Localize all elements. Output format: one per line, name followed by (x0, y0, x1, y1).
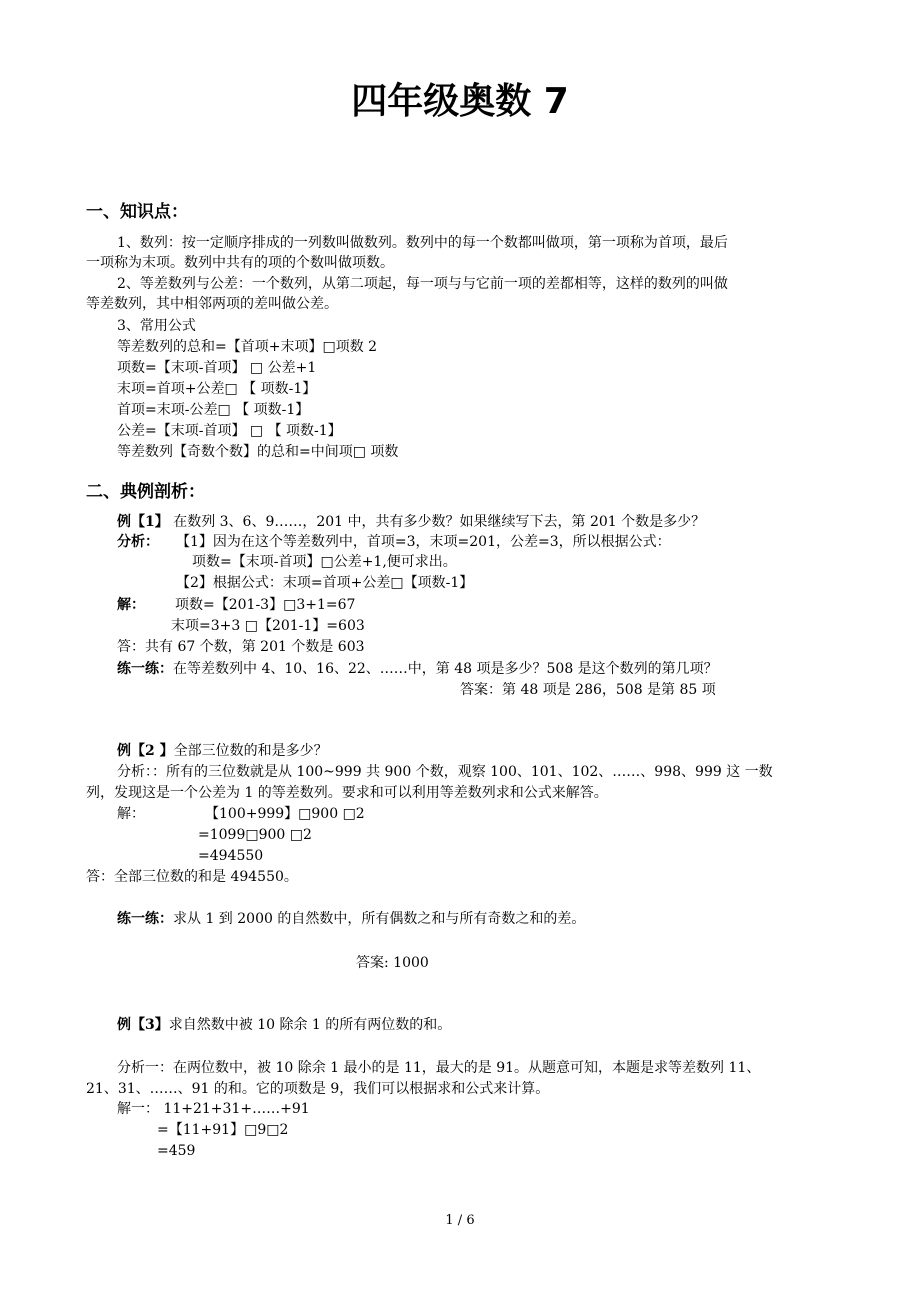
formula-sum: 等差数列的总和=【首项+末项】□项数 2 (117, 339, 378, 355)
example-1-practice (117, 659, 718, 679)
example-2-question (117, 741, 328, 761)
example-3-solution-1: 解一： 11+21+31+……+91 (117, 1101, 310, 1117)
page-title: 四年级奥数 7 (351, 81, 569, 122)
example-2-analysis-line2: 列，发现这是一个公差为 1 的等差数列。要求和可以利用等差数列求和公式来解答。 (86, 785, 608, 801)
example-1-solution-label: 解： (117, 597, 145, 613)
example-2-solution-2: =1099□900 □2 (198, 827, 312, 843)
example-2-analysis-line1: 分析：：所有的三位数就是从 100~999 共 900 个数，观察 100、101、102、……、998、999 这 一数 (117, 764, 773, 780)
section-heading-examples: 二、典例剖析： (86, 482, 205, 502)
practice-text: 求从 1 到 2000 的自然数中，所有偶数之和与所有奇数之和的差。 (173, 911, 586, 927)
example-1-analysis-label: 分析： (117, 534, 159, 550)
knowledge-p2-line2: 等差数列，其中相邻两项的差叫做公差。 (86, 296, 338, 312)
formula-diff: 公差=【末项-首项】 □ 【 项数-1】 (117, 423, 342, 439)
section-heading-knowledge: 一、知识点： (86, 202, 188, 222)
example-3-analysis-line2: 21、31、……、91 的和。它的项数是 9，我们可以根据求和公式来计算。 (86, 1081, 550, 1097)
example-1-question (117, 512, 705, 532)
knowledge-p2-line1: 2、等差数列与公差：一个数列，从第二项起，每一项与与它前一项的差都相等，这样的数列的叫做 (117, 276, 728, 292)
example-3-label: 例【3】 (117, 1017, 169, 1033)
practice-label: 练一练： (117, 911, 173, 927)
example-2-practice-answer: 答案: 1000 (356, 955, 429, 971)
example-1-label: 例【1】 (117, 514, 169, 530)
example-2-answer: 答：全部三位数的和是 494550。 (86, 869, 298, 885)
formula-count: 项数=【末项-首项】 □ 公差+1 (117, 360, 317, 376)
example-3-analysis-line1: 分析一：在两位数中，被 10 除余 1 最小的是 11，最大的是 91。从题意可知，本题是求等差数列 11、 (117, 1060, 761, 1076)
knowledge-p3: 3、常用公式 (117, 318, 196, 334)
example-1-practice-answer: 答案：第 48 项是 286，508 是第 85 项 (460, 682, 716, 698)
example-1-answer: 答：共有 67 个数，第 201 个数是 603 (117, 639, 365, 655)
example-3-solution-2: =【11+91】□9□2 (157, 1122, 289, 1138)
example-2-solution-label: 解： (117, 806, 145, 822)
formula-odd-sum: 等差数列【奇数个数】的总和=中间项□ 项数 (117, 444, 399, 460)
example-1-text: 在数列 3、6、9……，201 中，共有多少数？如果继续写下去，第 201 个数是多少？ (168, 514, 706, 530)
knowledge-p1-line2: 一项称为末项。数列中共有的项的个数叫做项数。 (86, 255, 394, 271)
knowledge-p1-line1: 1、数列：按一定顺序排成的一列数叫做数列。数列中的每一个数都叫做项，第一项称为首项，最后 (117, 235, 728, 251)
example-3-solution-3: =459 (157, 1143, 196, 1159)
example-1-analysis-2: 项数=【末项-首项】□公差+1,便可求出。 (192, 554, 457, 570)
example-1-analysis-1: 【1】因为在这个等差数列中，首项=3，末项=201，公差=3，所以根据公式： (176, 534, 671, 550)
example-3-question (117, 1015, 451, 1035)
practice-label: 练一练： (117, 661, 173, 677)
practice-text: 在等差数列中 4、10、16、22、……中，第 48 项是多少？508 是这个数列的第几项？ (173, 661, 718, 677)
example-2-text: 全部三位数的和是多少？ (173, 743, 328, 759)
example-1-solution-2: 末项=3+3 □【201-1】=603 (171, 618, 365, 634)
example-1-analysis-3: 【2】根据公式：末项=首项+公差□【项数-1】 (176, 575, 474, 591)
formula-first: 首项=末项-公差□ 【 项数-1】 (117, 402, 310, 418)
example-2-solution-3: =494550 (198, 848, 264, 864)
page-number: 1 / 6 (445, 1213, 475, 1228)
example-2-practice (117, 909, 585, 929)
example-3-text: 求自然数中被 10 除余 1 的所有两位数的和。 (168, 1017, 452, 1033)
formula-last: 末项=首项+公差□ 【 项数-1】 (117, 381, 317, 397)
example-1-solution-1: 项数=【201-3】□3+1=67 (175, 597, 356, 613)
example-2-label: 例【2 】 (117, 743, 174, 759)
example-2-solution-1: 【100+999】□900 □2 (205, 806, 365, 822)
